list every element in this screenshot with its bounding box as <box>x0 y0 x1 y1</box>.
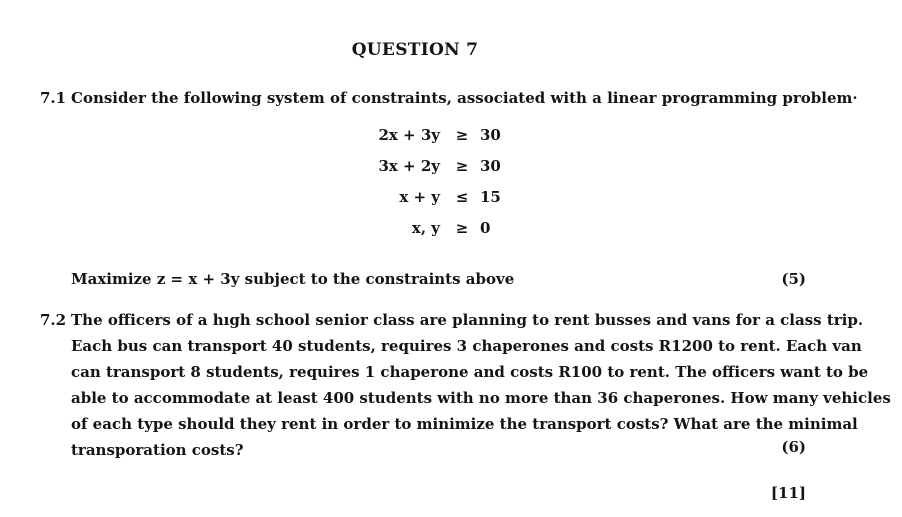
marks-7-2: (6) <box>781 438 806 456</box>
constraint-lhs: x, y <box>411 219 440 237</box>
paragraph-line <box>71 385 891 411</box>
paragraph-line <box>71 359 869 385</box>
paragraph-line <box>71 333 862 359</box>
line-text: can transport 8 students, requires 1 chaperone and costs R100 to rent. The officers want to be <box>71 363 869 381</box>
line-text: of each type should they rent in order to minimize the transport costs? What are the minimal <box>71 415 858 433</box>
constraint-operator: ≥ <box>455 219 469 237</box>
objective-statement: Maximize z = x + 3y subject to the constraints above <box>71 270 515 288</box>
total-marks: [11] <box>770 484 806 502</box>
constraint-rhs: 15 <box>480 188 501 206</box>
paragraph-line <box>71 411 858 437</box>
paragraph-line <box>71 437 807 463</box>
constraint-operator: ≥ <box>455 126 469 144</box>
question-title: QUESTION 7 <box>351 40 479 60</box>
constraint-rhs: 30 <box>480 157 501 175</box>
question-7-2-text <box>71 307 891 463</box>
question-7-1-intro: Consider the following system of constraints, associated with a linear programming problem· <box>71 89 858 107</box>
question-number-7-2: 7.2 <box>40 311 67 329</box>
constraint-lhs: 2x + 3y <box>378 126 440 144</box>
constraint-rhs: 0 <box>480 219 491 237</box>
constraint-lhs: 3x + 2y <box>378 157 440 175</box>
line-text: Each bus can transport 40 students, requires 3 chaperones and costs R1200 to rent. Each van <box>71 337 862 355</box>
constraint-operator: ≥ <box>455 157 469 175</box>
line-text: transporation costs? <box>71 441 244 459</box>
marks-7-1: (5) <box>781 270 806 288</box>
constraint-rhs: 30 <box>480 126 501 144</box>
constraint-operator: ≤ <box>455 188 469 206</box>
constraint-lhs: x + y <box>399 188 440 206</box>
line-text: The officers of a hıgh school senior class are planning to rent busses and vans for a class trip. <box>71 311 864 329</box>
line-text: able to accommodate at least 400 students with no more than 36 chaperones. How many vehicles <box>71 389 891 407</box>
question-number-7-1: 7.1 <box>40 89 67 107</box>
paragraph-line <box>71 307 864 333</box>
